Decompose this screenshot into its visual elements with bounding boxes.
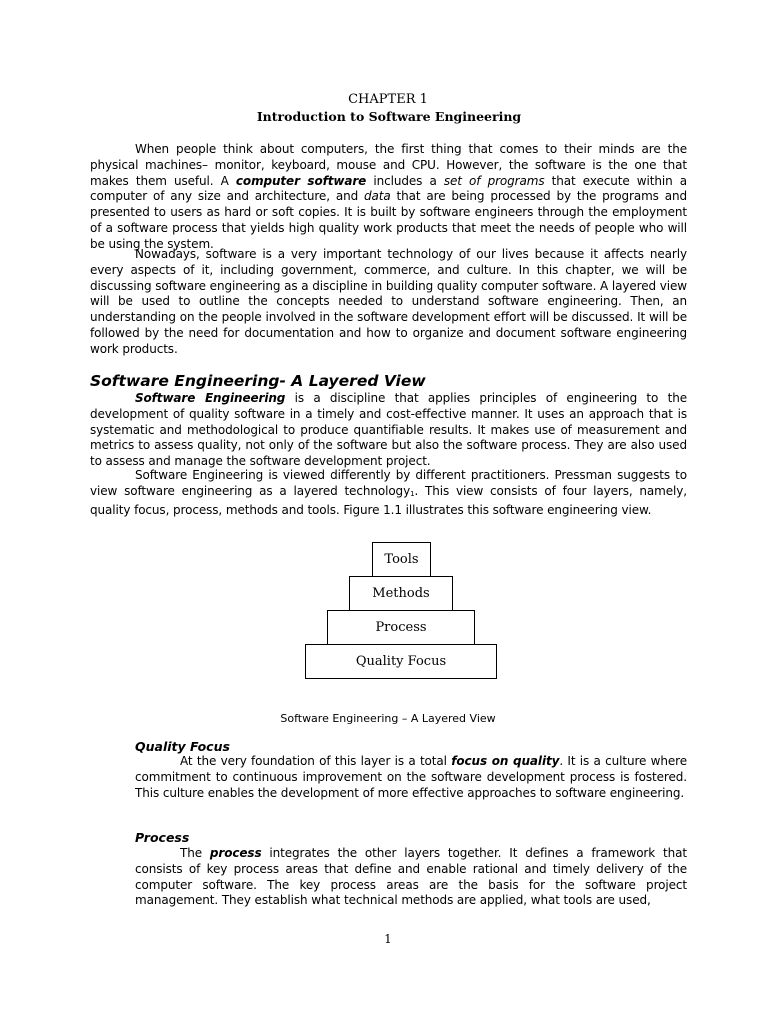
- term-data: data: [364, 189, 391, 204]
- term-set-of-programs: set of programs: [443, 173, 545, 188]
- figure-caption: Software Engineering – A Layered View: [280, 712, 496, 725]
- term-focus-on-quality: focus on quality: [451, 754, 560, 768]
- intro-paragraph-1: When people think about computers, the first thing that comes to their minds are the physical machines– monitor, keyboard, mouse and CPU. However, the software is the one that makes them useful. A computer software includes a set of programs that execute within a computer of any size and architecture, and data that are being processed by the programs and presented to users as hard or soft copies. It is built by software engineers through the employment of a software process that yields high quality work products that meet the needs of people who will be using the system.: [90, 142, 688, 251]
- section-paragraph-1: Software Engineering is a discipline that applies principles of engineering to the development of quality software in a timely and cost-effective manner. It uses an approach that is systematic and methodological to produce quantifiable results. It makes use of measurement and metrics to assess quality, not only of the software but also the software process. They are also used to assess and manage the software development project.: [90, 391, 687, 469]
- term-process: process: [209, 846, 262, 860]
- layer-quality-focus: Quality Focus: [305, 644, 497, 679]
- quality-focus-heading: Quality Focus: [135, 739, 230, 754]
- layer-methods: Methods: [349, 576, 453, 611]
- page-number: 1: [384, 932, 392, 946]
- chapter-number: CHAPTER 1: [348, 92, 428, 107]
- layer-tools: Tools: [372, 542, 431, 577]
- term-software-engineering: Software Engineering: [135, 391, 286, 405]
- process-paragraph: The process integrates the other layers together. It defines a framework that consists of key process areas that define and enable rational and timely delivery of the computer software. The key process areas are the basis for the software project management. They establish what technical methods are applied, what tools are used,: [135, 846, 687, 908]
- layer-process: Process: [327, 610, 475, 645]
- chapter-title: Introduction to Software Engineering: [256, 109, 522, 124]
- process-heading: Process: [135, 830, 190, 845]
- section-paragraph-2: Software Engineering is viewed differently by different practitioners. Pressman suggests to view software engineering as a layered technology1. This view consists of four layers, namely, quality focus, process, methods and tools. Figure 1.1 illustrates this software engineering view.: [90, 468, 687, 517]
- term-computer-software: computer software: [235, 173, 367, 188]
- quality-focus-paragraph: At the very foundation of this layer is a total focus on quality. It is a culture where commitment to continuous improvement on the software development process is fostered. This culture enables the development of more effective approaches to software engineering.: [135, 754, 687, 800]
- section-heading: Software Engineering- A Layered View: [90, 372, 426, 390]
- footnote-marker: 1: [410, 489, 415, 498]
- intro-paragraph-2: Nowadays, software is a very important technology of our lives because it affects nearly every aspects of it, including government, commerce, and culture. In this chapter, we will be discussing software engineering as a discipline in building quality computer software. A layered view will be used to outline the concepts needed to understand software engineering. Then, an understanding on the people involved in the software development effort will be discussed. It will be followed by the need for documentation and how to organize and document software engineering work products.: [90, 247, 687, 356]
